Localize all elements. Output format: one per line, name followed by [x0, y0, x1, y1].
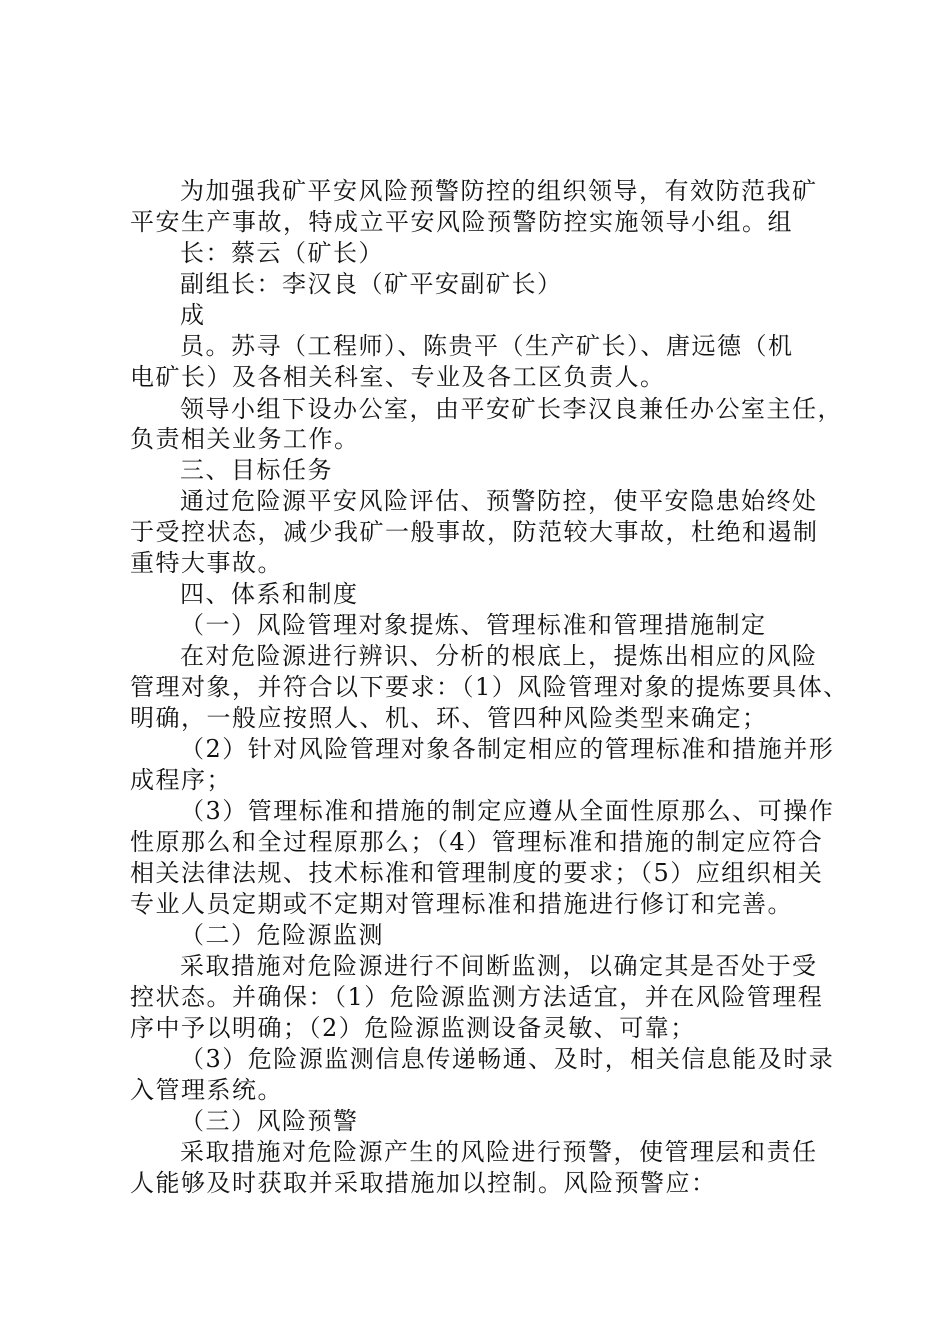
text-line: （3）管理标准和措施的制定应遵从全面性原那么、可操作: [180, 797, 835, 825]
section-heading: 三、目标任务: [180, 456, 333, 484]
text-line: 平安生产事故，特成立平安风险预警防控实施领导小组。组: [130, 208, 793, 236]
text-line: 明确，一般应按照人、机、环、管四种风险类型来确定；: [130, 704, 768, 732]
text-line: 人能够及时获取并采取措施加以控制。风险预警应：: [130, 1169, 717, 1197]
text-line: 入管理系统。: [130, 1076, 283, 1104]
text-line: 采取措施对危险源产生的风险进行预警，使管理层和责任: [180, 1138, 818, 1166]
subsection-heading: （二）危险源监测: [180, 921, 384, 949]
text-line: 性原那么和全过程原那么；（4）管理标准和措施的制定应符合: [130, 828, 824, 856]
text-line: 控状态。并确保：（1）危险源监测方法适宜，并在风险管理程: [130, 983, 824, 1011]
text-line: （3）危险源监测信息传递畅通、及时，相关信息能及时录: [180, 1045, 835, 1073]
text-line: 重特大事故。: [130, 549, 283, 577]
text-line: 长：蔡云（矿长）: [180, 239, 384, 267]
text-line: 员。苏寻（工程师）、陈贵平（生产矿长）、唐远德（机: [180, 332, 794, 360]
text-line: 在对危险源进行辨识、分析的根底上，提炼出相应的风险: [180, 642, 818, 670]
subsection-heading: （三）风险预警: [180, 1107, 359, 1135]
text-line: 相关法律法规、技术标准和管理制度的要求；（5）应组织相关: [130, 859, 824, 887]
text-line: 序中予以明确；（2）危险源监测设备灵敏、可靠；: [130, 1014, 696, 1042]
text-line: 电矿长）及各相关科室、专业及各工区负责人。: [130, 363, 666, 391]
subsection-heading: （一）风险管理对象提炼、管理标准和管理措施制定: [180, 611, 767, 639]
text-line: 于受控状态，减少我矿一般事故，防范较大事故，杜绝和遏制: [130, 518, 819, 546]
section-heading: 四、体系和制度: [180, 580, 359, 608]
text-line: 副组长：李汉良（矿平安副矿长）: [180, 270, 563, 298]
text-line: 采取措施对危险源进行不间断监测，以确定其是否处于受: [180, 952, 818, 980]
text-line: 负责相关业务工作。: [130, 425, 360, 453]
text-line: 专业人员定期或不定期对管理标准和措施进行修订和完善。: [130, 890, 793, 918]
text-line: 成: [180, 301, 206, 329]
text-line: 通过危险源平安风险评估、预警防控，使平安隐患始终处: [180, 487, 818, 515]
text-line: 领导小组下设办公室，由平安矿长李汉良兼任办公室主任，: [180, 395, 843, 423]
text-line: 为加强我矿平安风险预警防控的组织领导，有效防范我矿: [180, 177, 818, 205]
text-line: 管理对象，并符合以下要求：（1）风险管理对象的提炼要具体、: [130, 673, 849, 701]
text-line: 成程序；: [130, 766, 232, 794]
text-line: （2）针对风险管理对象各制定相应的管理标准和措施并形: [180, 735, 835, 763]
